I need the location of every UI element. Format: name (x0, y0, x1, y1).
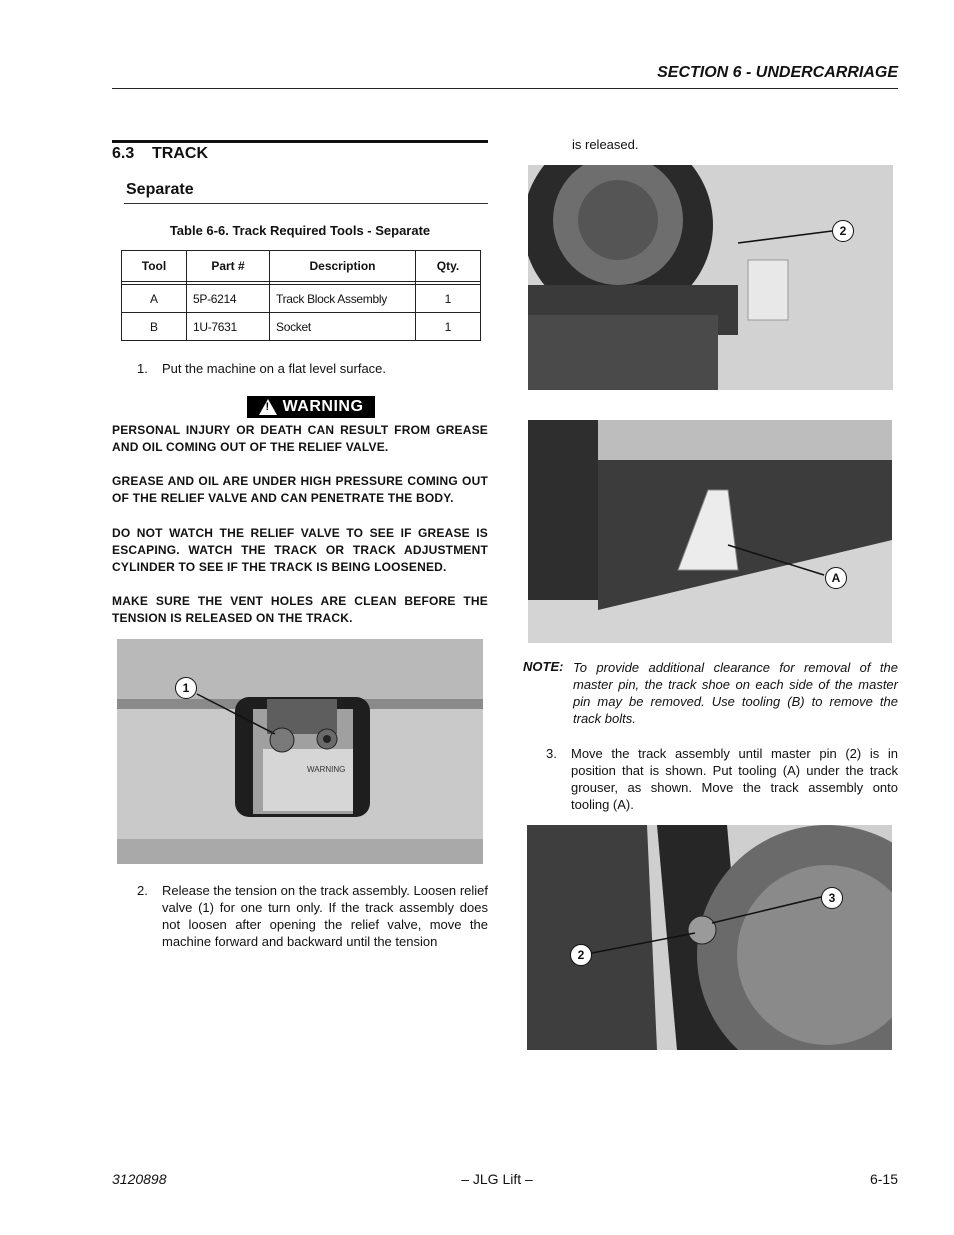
step-2-continued: is released. (572, 137, 639, 152)
table-caption: Table 6-6. Track Required Tools - Separate (169, 223, 431, 238)
table-cell: A (122, 285, 187, 313)
section-bar (112, 140, 488, 143)
step-number: 3. (546, 746, 557, 761)
table-row (122, 313, 481, 341)
table-cell: Track Block Assembly (270, 285, 416, 313)
step-number: 1. (137, 361, 148, 376)
table-cell: 1U-7631 (187, 313, 270, 341)
table-cell: 1 (416, 285, 481, 313)
step-3 (546, 745, 898, 817)
step-text: Put the machine on a flat level surface. (162, 361, 387, 376)
footer-page-number: 6-15 (869, 1171, 898, 1187)
warning-paragraph-1: PERSONAL INJURY OR DEATH CAN RESULT FROM GREASE AND OIL COMING OUT OF THE RELIEF VALVE. (112, 423, 488, 454)
note-text: To provide additional clearance for removal of the master pin, the track shoe on each side of the master pin may be removed. Use tooling (B) to remove the track bolts. (573, 660, 898, 726)
footer-doc-number: 3120898 (112, 1171, 167, 1187)
photo-sprocket (528, 165, 893, 390)
note-label: NOTE: (523, 659, 564, 674)
section-header-title: SECTION 6 - UNDERCARRIAGE (657, 64, 898, 81)
step-number: 2. (137, 883, 148, 898)
step-1 (137, 360, 488, 378)
table-cell: 1 (416, 313, 481, 341)
table-header-tool: Tool (122, 251, 187, 282)
table-header-part: Part # (187, 251, 270, 282)
decal-text: WARNING (307, 765, 346, 774)
tools-table (121, 250, 481, 341)
warning-paragraph-3: DO NOT WATCH THE RELIEF VALVE TO SEE IF GREASE IS ESCAPING. WATCH THE TRACK OR TRACK ADJUSTMENT CYLINDER TO SEE IF THE TRACK IS BEING LOOSENED. (112, 526, 488, 574)
warning-badge (247, 396, 375, 418)
warning-label: WARNING (282, 398, 364, 415)
photo-relief-valve (117, 639, 483, 864)
photo-master-pin (527, 825, 892, 1050)
warning-paragraph-2: GREASE AND OIL ARE UNDER HIGH PRESSURE COMING OUT OF THE RELIEF VALVE AND CAN PENETRATE THE BODY. (112, 474, 488, 505)
header-rule (112, 88, 898, 89)
subsection-heading: Separate (126, 181, 194, 198)
step-text: Move the track assembly until master pin (2) is in position that is shown. Put tooling (A) under the track grouser, as shown. Move the track assembly onto tooling (A). (571, 746, 898, 812)
table-cell: 5P-6214 (187, 285, 270, 313)
table-header-description: Description (270, 251, 416, 282)
warning-triangle-icon: ! (259, 399, 277, 415)
table-cell: B (122, 313, 187, 341)
footer-center: – JLG Lift – (461, 1171, 533, 1187)
warning-paragraph-4: MAKE SURE THE VENT HOLES ARE CLEAN BEFORE THE TENSION IS RELEASED ON THE TRACK. (112, 594, 488, 625)
section-heading: 6.3 TRACK (112, 145, 209, 162)
subsection-rule (124, 203, 488, 204)
step-2 (137, 882, 488, 954)
callout-a: A (825, 567, 847, 589)
table-header-row (122, 251, 481, 282)
callout-2: 2 (832, 220, 854, 242)
step-text: Release the tension on the track assembly. Loosen relief valve (1) for one turn only. If the track assembly does not loosen after opening the relief valve, move the machine forward and backward until the tension (162, 883, 488, 949)
callout-3: 3 (821, 887, 843, 909)
table-cell: Socket (270, 313, 416, 341)
photo-tooling (528, 420, 892, 643)
table-header-qty: Qty. (416, 251, 481, 282)
callout-1: 1 (175, 677, 197, 699)
callout-2b: 2 (570, 944, 592, 966)
table-row (122, 285, 481, 313)
